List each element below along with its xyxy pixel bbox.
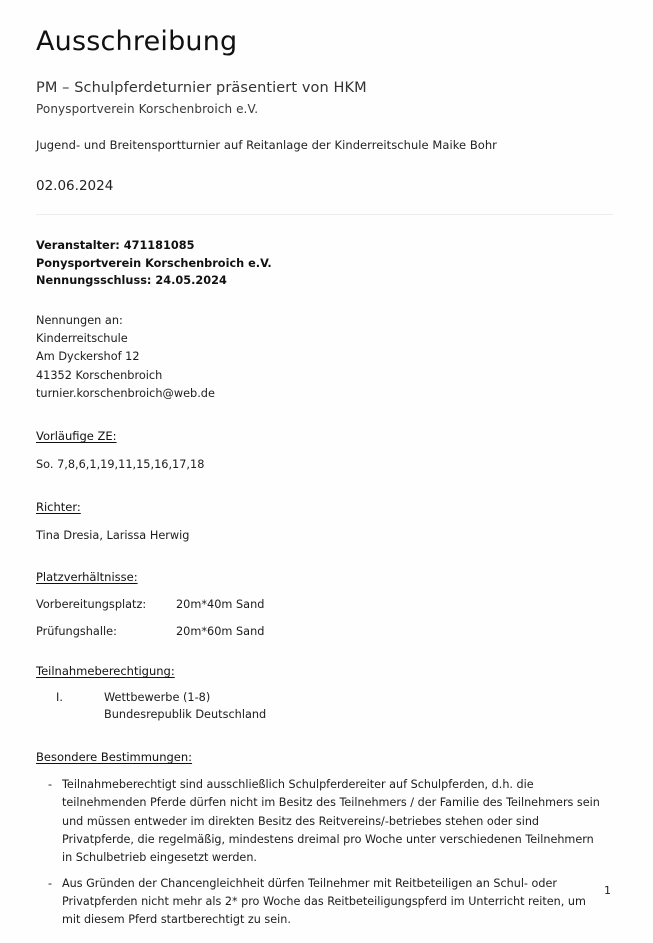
entries-address-block [36, 312, 613, 403]
eligibility-list [36, 690, 613, 724]
entries-label: Nennungen an: [36, 313, 123, 327]
judges-text: Tina Dresia, Larissa Herwig [36, 528, 190, 542]
list-item [36, 875, 613, 929]
grounds-key-competition: Prüfungshalle: [36, 625, 117, 639]
event-description: Jugend- und Breitensportturnier auf Reitanlage der Kinderreitschule Maike Bohr [36, 138, 497, 153]
organizer-id-line: Veranstalter: 471181085 [36, 239, 195, 253]
section-heading-grounds: Platzverhältnisse: [36, 570, 138, 585]
special-provisions-list [36, 776, 613, 929]
entry-deadline-line: Nennungsschluss: 24.05.2024 [36, 274, 227, 288]
grounds-value-warmup: 20m*40m Sand [176, 598, 265, 612]
list-item [36, 776, 613, 867]
section-heading-special-provisions: Besondere Bestimmungen: [36, 750, 193, 765]
grounds-key-warmup: Vorbereitungsplatz: [36, 598, 147, 612]
eligibility-item-text [104, 690, 266, 724]
page-number: 1 [604, 884, 611, 897]
dash-bullet-icon: - [48, 876, 53, 890]
document-subtitle: PM – Schulpferdeturnier präsentiert von HKM [36, 80, 367, 97]
eligibility-item-numeral: I. [56, 691, 63, 705]
divider [36, 214, 613, 215]
section-heading-eligibility: Teilnahmeberechtigung: [36, 664, 175, 679]
page-title: Ausschreibung [36, 26, 238, 57]
grounds-row-competition [36, 625, 613, 638]
entries-address-line-1: Kinderreitschule [36, 332, 128, 346]
organizer-club-line: Ponysportverein Korschenbroich e.V. [36, 256, 272, 270]
special-provision-text-2: Aus Gründen der Chancengleichheit dürfen Teilnehmer mit Reitbeteiligen an Schul- oder Privatpferden nicht mehr als 2* pro Woche das Reitbeteiligungspferd im Unterricht reiten, um mit diesem Pferd startberechtigt zu sein. [62, 876, 586, 927]
grounds-row-warmup [36, 598, 613, 611]
grounds-value-competition: 20m*60m Sand [176, 625, 265, 639]
entries-address-line-2: Am Dyckershof 12 [36, 350, 140, 364]
event-date: 02.06.2024 [36, 178, 114, 195]
list-item [36, 690, 613, 724]
dash-bullet-icon: - [48, 778, 53, 792]
eligibility-item-line-2: Bundesrepublik Deutschland [104, 708, 267, 722]
section-heading-provisional-schedule: Vorläufige ZE: [36, 429, 117, 444]
eligibility-item-line-1: Wettbewerbe (1-8) [104, 691, 211, 705]
organizer-name: Ponysportverein Korschenbroich e.V. [36, 102, 259, 117]
entries-email: turnier.korschenbroich@web.de [36, 387, 215, 401]
provisional-schedule-text: So. 7,8,6,1,19,11,15,16,17,18 [36, 458, 205, 472]
section-heading-judges: Richter: [36, 499, 81, 514]
special-provision-text-1: Teilnahmeberechtigt sind ausschließlich Schulpferdereiter auf Schulpferden, d.h. die teilnehmenden Pferde dürfen nicht im Besitz des Teilnehmers / der Familie des Teilnehmers sein und müssen entweder im direkten Besitz des Reitvereins/-betriebes stehen oder sind Privatpferde, die regelmäßig, mindestens dreimal pro Woche unter verschiedenen Teilnehmern in Schulbetrieb eingesetzt werden. [62, 778, 600, 864]
organizer-block [36, 237, 613, 290]
entries-address-line-3: 41352 Korschenbroich [36, 368, 163, 382]
